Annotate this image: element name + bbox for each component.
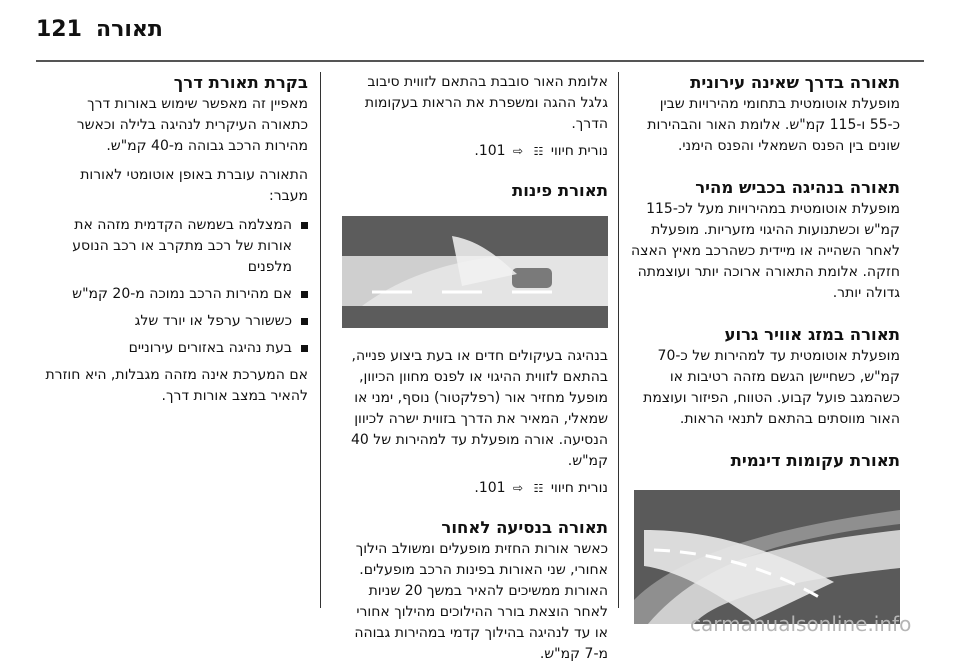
section-body-highway: מופעלת אוטומטית במהירויות מעל לכ-115 קמ"ש וכשתנועות ההיגוי מזעריות. מופעלת לאחר השהייה או מיידית כשהרכב מאיץ האצה חזקה. אלומת התאורה ארוכה יותר ועוצמתה גדולה יותר. xyxy=(631,201,900,301)
section-heading-bad-weather: תאורה במזג אוויר גרוע xyxy=(724,325,900,344)
section-body-corner-light: בנהיגה בעיקולים חדים או בעת ביצוע פנייה, בהתאם לזווית ההיגוי או לפנס מחוון הכיוון, מופעל מחזיר אור (רפלקטור) נוסף, ימני או שמאלי, המאיר את הדרך בזווית ישרה לכיוון הנסיעה. אורה מופעלת עד למהירות של 40 קמ"ש. xyxy=(350,348,608,469)
indicator-reference-label: נורית חיווי xyxy=(550,143,608,159)
headlight-indicator-icon: ☷ xyxy=(533,145,544,158)
see-page-arrow-icon: ⇨ xyxy=(513,481,524,495)
list-item xyxy=(42,338,308,359)
left-column xyxy=(42,72,308,407)
section-heading-dynamic-curve: תאורת עקומות דינמית xyxy=(730,451,900,470)
section-heading-rural: תאורה בדרך שאינה עירונית xyxy=(690,73,900,92)
bullet-marker xyxy=(301,345,308,352)
headlight-indicator-icon: ☷ xyxy=(533,482,544,495)
column-divider-left xyxy=(320,72,321,608)
section-heading-reverse-light: תאורה בנסיעה לאחור xyxy=(441,518,608,537)
section-body-rural: מופעלת אוטומטית בתחומי מהירויות שבין כ-55 ו-115 קמ"ש. אלומת האור והבהירות שונים בין הפנס השמאלי והפנס הימני. xyxy=(647,96,900,154)
middle-column xyxy=(340,72,608,665)
list-item-text: כששורר ערפל או יורד שלג xyxy=(134,313,292,329)
page-header xyxy=(0,0,960,60)
section-heading-corner-light: תאורת פינות xyxy=(511,181,608,200)
list-item xyxy=(42,215,308,278)
section-heading-high-beam-control: בקרת תאורת דרך xyxy=(173,73,308,92)
list-item-text: אם מהירות הרכב נמוכה מ-20 קמ"ש xyxy=(72,286,292,302)
bullet-marker xyxy=(301,291,308,298)
page-number: 121 xyxy=(36,17,82,42)
high-beam-switch-text: התאורה עוברת באופן אוטומטי לאורות מעבר: xyxy=(80,167,308,204)
header-rule xyxy=(36,60,924,62)
page-title: תאורה xyxy=(96,17,163,42)
see-page-arrow-icon: ⇨ xyxy=(513,144,524,158)
corner-light-illustration xyxy=(342,216,608,328)
list-item-text: המצלמה בשמשה הקדמית מזהה את אורות של רכב מתקרב או רכב הנוסע מלפנים xyxy=(72,217,292,275)
list-item-text: בעת נהיגה באזורים עירוניים xyxy=(128,340,292,356)
high-beam-intro: מאפיין זה מאפשר שימוש באורות דרך כתאורה העיקרית לנהיגה בלילה וכאשר מהירות הרכב גבוהה מ-40 קמ"ש. xyxy=(76,96,308,154)
list-item xyxy=(42,284,308,305)
section-body-bad-weather: מופעלת אוטומטית עד למהירות של כ-70 קמ"ש, כשחיישן הגשם מזהה רטיבות או כשהמגב פועל קבוע. הטווח, הפיזור ועוצמת האור מווסתים בהתאם לתנאי הראות. xyxy=(643,348,900,427)
column-divider-right xyxy=(618,72,619,608)
curve-light-illustration xyxy=(634,490,900,624)
section-body-reverse-light: כאשר אורות החזית מופעלים ומשולב הילוך אחורי, שני האורות בפינות הרכב מופעלים. האורות ממשיכים להאיר במשך 20 שניות לאחר הוצאת בורר ההילוכים מהילוך אחורי או עד לנהיגה בהילוך קדמי במהירות גבוהה מ-7 קמ"ש. xyxy=(354,541,608,662)
indicator-reference-page: 101. xyxy=(474,143,506,159)
indicator-reference xyxy=(340,141,608,162)
section-heading-highway: תאורה בנהיגה בכביש מהיר xyxy=(695,178,900,197)
bullet-marker xyxy=(301,318,308,325)
corner-light-reference-label: נורית חיווי xyxy=(550,480,608,496)
right-column xyxy=(630,72,900,624)
intro-paragraph: אלומת האור סובבת בהתאם לזווית סיבוב גלגל ההגה ומשפרת את הראות בעקומות הדרך. xyxy=(364,74,608,132)
corner-light-reference-page: 101. xyxy=(474,480,506,496)
corner-light-reference xyxy=(340,478,608,499)
watermark-text: carmanualsonline.info xyxy=(690,612,912,636)
list-item xyxy=(42,311,308,332)
high-beam-conditions-list xyxy=(42,215,308,359)
high-beam-outro: אם המערכת אינה מזהה מגבלות, היא חוזרת להאיר במצב אורות דרך. xyxy=(45,367,308,404)
bullet-marker xyxy=(301,222,308,229)
